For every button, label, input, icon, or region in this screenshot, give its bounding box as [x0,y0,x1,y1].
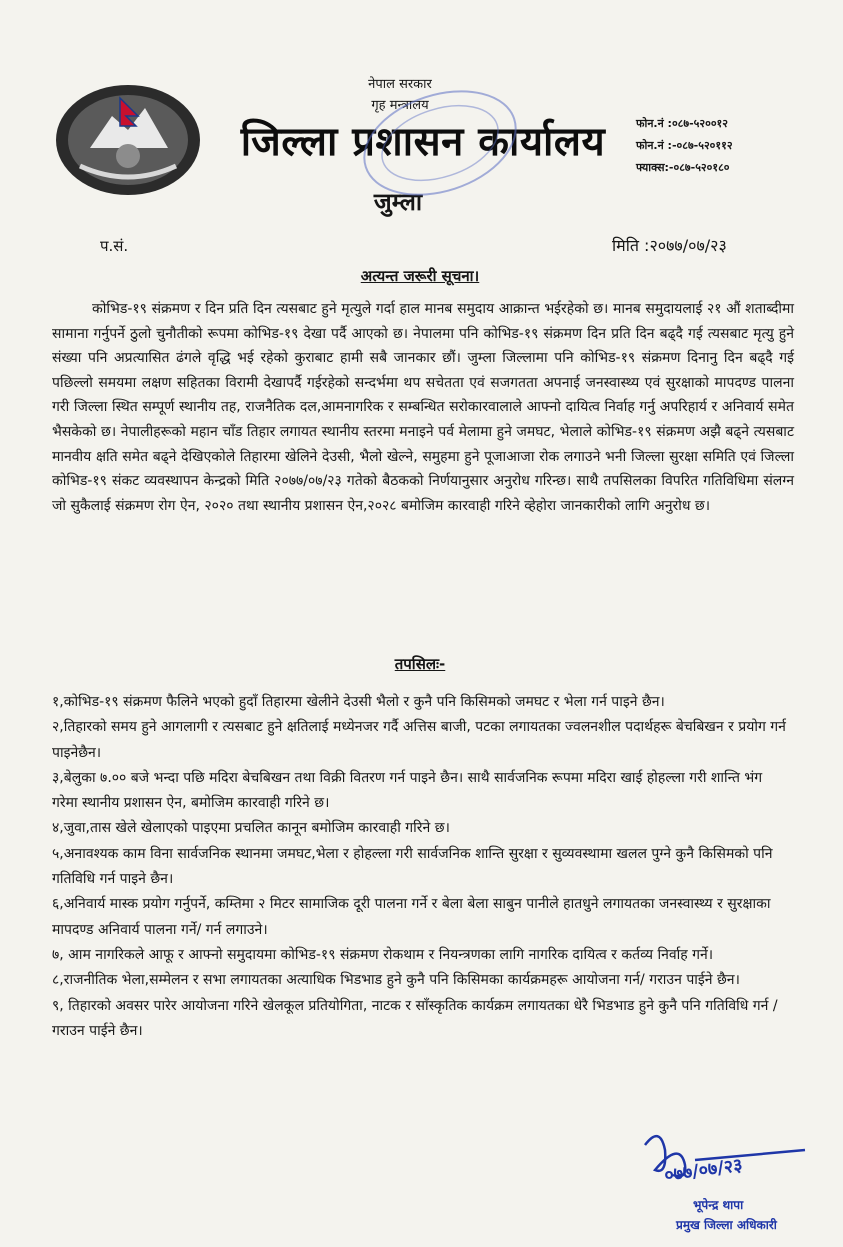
office-title: जिल्ला प्रशासन कार्यालय [240,118,606,165]
list-item: ९, तिहारको अवसर पारेर आयोजना गरिने खेलकूल प्रतियोगिता, नाटक र साँस्कृतिक कार्यक्रम लगायतका धेरै भिडभाड हुने कुनै पनि गतिविधि गर्न / गराउन पाईने छैन। [52,997,778,1039]
details-heading: तपसिलः- [394,655,446,673]
list-item: ३,बेलुका ७.०० बजे भन्दा पछि मदिरा बेचबिखन तथा विक्री वितरण गर्न पाइने छैन। साथै सार्वजनिक रूपमा मदिरा खाई होहल्ला गरी शान्ति भंग गरेमा स्थानीय प्रशासन ऐन, बमोजिम कारवाही गरिने छ। [52,769,763,812]
contact-block [636,113,733,179]
phone-1: फोन.नं :०८७-५२००१२ [636,117,728,130]
list-item: २,तिहारको समय हुने आगलागी र त्यसबाट हुने क्षतिलाई मध्येनजर गर्दै अत्तिस बाजी, पटका लगायतका ज्वलनशील पदार्थहरू बेचबिखन र प्रयोग गर्न पाइनेछैन। [52,719,786,761]
notice-title: अत्यन्त जरूरी सूचना। [360,267,480,285]
reference-label: प.सं. [100,237,129,255]
ministry-name: गृह मन्त्रालय [371,98,429,113]
nepal-emblem-icon [50,78,205,198]
list-item: ५,अनावश्यक काम विना सार्वजनिक स्थानमा जमघट,भेला र होहल्ला गरी सार्वजनिक शान्ति सुरक्षा र सुव्यवस्थामा खलल पुग्ने कुनै किसिमको पनि गतिविधि गर्न पाइने छैन। [52,845,773,888]
list-item: ८,राजनीतिक भेला,सम्मेलन र सभा लगायतका अत्याधिक भिडभाड हुने कुनै पनि किसिमका कार्यक्रमहरू आयोजना गर्न/ गराउन पाईने छैन। [52,972,740,989]
list-item: ६,अनिवार्य मास्क प्रयोग गर्नुपर्ने, कम्तिमा २ मिटर सामाजिक दूरी पालना गर्ने र बेला बेला साबुन पानीले हातधुने लगायतका जनस्वास्थ्य र सुरक्षाका मापदण्ड अनिवार्य पालना गर्ने/ गर्न लगाउने। [52,896,771,938]
signature-date: ०७७/०७/२३ [662,1154,744,1187]
government-name: नेपाल सरकार [368,77,432,92]
fax: फ्याक्स:-०८७-५२०१८० [636,161,730,174]
phone-2: फोन.नं :-०८७-५२०११२ [636,139,733,152]
office-stamp-icon [355,88,525,198]
list-item: ७, आम नागरिकले आफू र आफ्नो समुदायमा कोभिड-१९ संक्रमण रोकथाम र नियन्त्रणका लागि नागरिक दायित्व र कर्तव्य निर्वाह गर्ने। [52,946,714,963]
district-name: जुम्ला [373,188,423,216]
notice-date: मिति :२०७७/०७/२३ [612,236,727,255]
list-item: ४,जुवा,तास खेले खेलाएको पाइएमा प्रचलित कानून बमोजिम कारवाही गरिने छ। [52,820,450,837]
list-item: १,कोभिड-१९ संक्रमण फैलिने भएको हुदाँ तिहारमा खेलीने देउसी भैलो र कुनै पनि किसिमको जमघट र भेला गर्न पाइने छैन। [52,694,665,710]
details-list [52,690,787,1044]
signer-name: भूपेन्द्र थापा [693,1198,744,1212]
notice-body: कोभिड-१९ संक्रमण र दिन प्रति दिन त्यसबाट हुने मृत्युले गर्दा हाल मानब समुदाय आक्रान्त भईरहेको छ। मानब समुदायलाई २१ औं शताब्दीमा सामाना गर्नुपर्ने ठुलो चुनौतीको रूपमा कोभिड-१९ देखा पर्दै आएको छ। नेपालमा पनि कोभिड-१९ संक्रमण दिन प्रति दिन बढ्दै गई त्यसबाट मृत्यु हुने संख्या पनि अप्रत्यासित ढंगले वृद्धि भई रहेको कुराबाट हामी सबै जानकार छौं। जुम्ला जिल्लामा पनि कोभिड-१९ संक्रमण दिनानु दिन बढ्दै गई पछिल्लो समयमा लक्षण सहितका विरामी देखापर्दै गईरहेको सन्दर्भमा थप सचेतता एवं सजगतता अपनाई जनस्वास्थ्य एवं सुरक्षाको मापदण्ड पालना गरी जिल्ला स्थित सम्पूर्ण स्थानीय तह, राजनैतिक दल,आमनागरिक र सम्बन्धित सरोकारवालाले आफ्नो दायित्व निर्वाह गर्नु अपरिहार्य र अनिवार्य समेत भैसकेको छ। नेपालीहरूको महान चाँड तिहार लगायत स्थानीय स्तरमा मनाइने पर्व मेलामा हुने जमघट, भेलाले कोभिड-१९ संक्रमण अझै बढ्ने त्यसबाट मानवीय क्षति समेत बढ्ने देखिएकोले तिहारमा खेलिने देउसी, भैलो खेल्ने, समुहमा हुने पूजाआजा रोक लगाउने भनी जिल्ला सुरक्षा समिति एवं जिल्ला कोभिड-१९ संकट व्यवस्थापन केन्द्रको मिति २०७७/०७/२३ गतेको बैठकको निर्णयानुसार अनुरोध गरिन्छ। साथै तपसिलका विपरित गतिविधिमा संलग्न जो सुकैलाई संक्रमण रोग ऐन, २०२० तथा स्थानीय प्रशासन ऐन,२०२८ बमोजिम कारवाही गरिने व्हेहोरा जानकारीको लागि अनुरोध छ। [52,301,794,514]
signer-title: प्रमुख जिल्ला अधिकारी [676,1218,777,1232]
